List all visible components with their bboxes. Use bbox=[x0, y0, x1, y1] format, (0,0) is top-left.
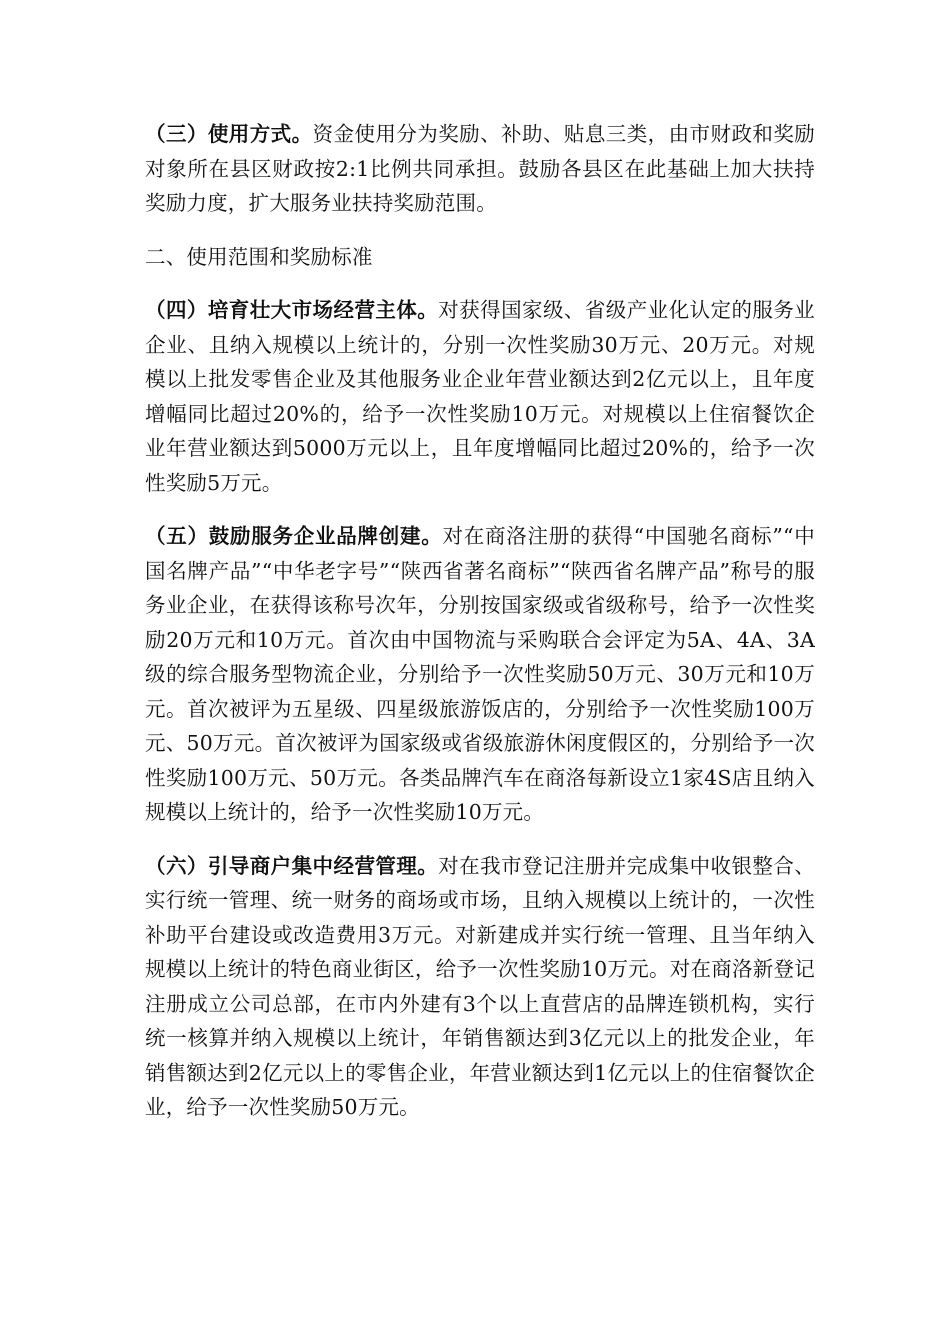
paragraph-heading: （五）鼓励服务企业品牌创建。 bbox=[145, 524, 443, 548]
paragraph-brand-creation bbox=[145, 519, 815, 830]
paragraph-body: 资金使用分为奖励、补助、贴息三类，由市财政和奖励对象所在县区财政按2:1比例共同承担。鼓励各县区在此基础上加大扶持奖励力度，扩大服务业扶持奖励范围。 bbox=[145, 122, 815, 215]
paragraph-body: 对在我市登记注册并完成集中收银整合、实行统一管理、统一财务的商场或市场，且纳入规模以上统计的，一次性补助平台建设或改造费用3万元。对新建成并实行统一管理、且当年纳入规模以上统计的特色商业街区，给予一次性奖励10万元。对在商洛新登记注册成立公司总部，在市内外建有3个以上直营店的品牌连锁机构，实行统一核算并纳入规模以上统计，年销售额达到3亿元以上的批发企业，年销售额达到2亿元以上的零售企业，年营业额达到1亿元以上的住宿餐饮企业，给予一次性奖励50万元。 bbox=[145, 853, 815, 1119]
paragraph-market-entities bbox=[145, 293, 815, 500]
paragraph-heading: （六）引导商户集中经营管理。 bbox=[145, 853, 439, 878]
paragraph-body: 对在商洛注册的获得“中国驰名商标”“中国名牌产品”“中华老字号”“陕西省著名商标”“陕西省名牌产品”称号的服务业企业，在获得该称号次年，分别按国家级或省级称号，给予一次性奖励20万元和10万元。首次由中国物流与采购联合会评定为5A、4A、3A级的综合服务型物流企业，分别给予一次性奖励50万元、30万元和10万元。首次被评为五星级、四星级旅游饭店的，分别给予一次性奖励100万元、50万元。首次被评为国家级或省级旅游休闲度假区的，分别给予一次性奖励100万元、50万元。各类品牌汽车在商洛每新设立1家4S店且纳入规模以上统计的，给予一次性奖励10万元。 bbox=[145, 524, 815, 824]
section-heading-scope-and-standards bbox=[145, 240, 815, 275]
document-page bbox=[145, 117, 815, 1125]
paragraph-merchant-management bbox=[145, 849, 815, 1125]
paragraph-heading: （四）培育壮大市场经营主体。 bbox=[145, 298, 439, 322]
section-heading-text: 二、使用范围和奖励标准 bbox=[145, 244, 373, 269]
paragraph-heading: （三）使用方式。 bbox=[145, 122, 313, 146]
paragraph-usage-method bbox=[145, 117, 815, 221]
paragraph-body: 对获得国家级、省级产业化认定的服务业企业、且纳入规模以上统计的，分别一次性奖励30万元、20万元。对规模以上批发零售企业及其他服务业企业年营业额达到2亿元以上，且年度增幅同比超过20%的，给予一次性奖励10万元。对规模以上住宿餐饮企业年营业额达到5000万元以上，且年度增幅同比超过20%的，给予一次性奖励5万元。 bbox=[145, 298, 815, 495]
